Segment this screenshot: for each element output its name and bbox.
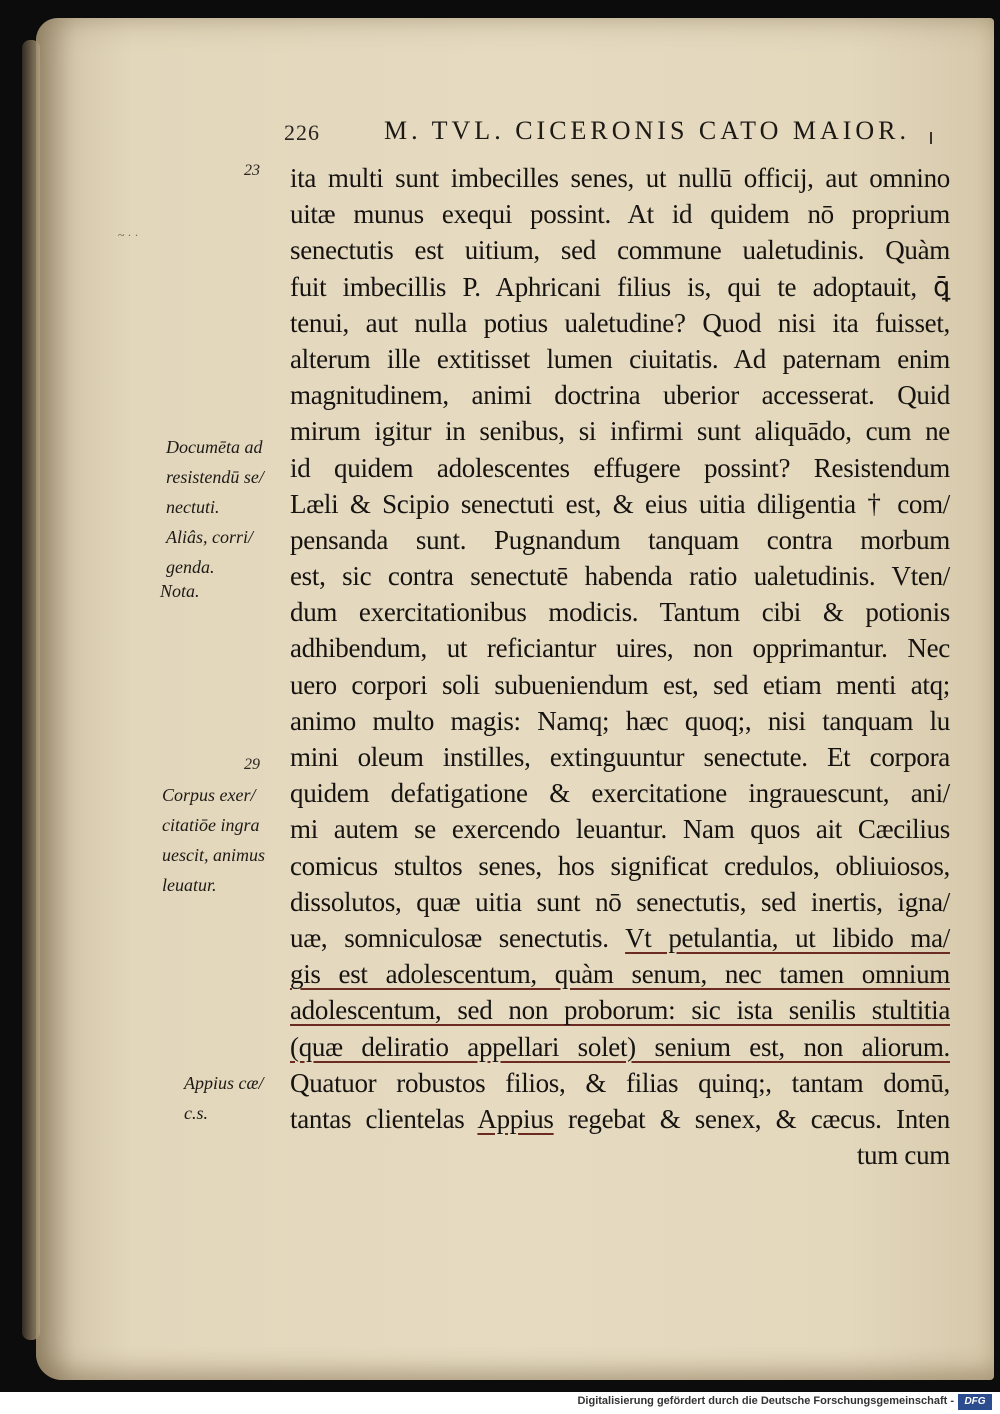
text-line: animo multo magis: Namq; hæc quoq;, nisi tanquam lu [290, 705, 950, 736]
text-line: adhibendum, ut reficiantur uires, non opprimantur. Nec [290, 633, 950, 664]
dfg-logo: DFG [958, 1394, 992, 1410]
text-line: magnitudinem, animi doctrina uberior accesserat. Quid [290, 380, 950, 411]
verse-number: 29 [244, 756, 260, 773]
text-line-underlined [290, 920, 950, 956]
margin-note: Appius cæ/ c.s. [184, 1073, 264, 1123]
text-line-underlined: adolescentum, sed non proborum: sic ista senilis stultitia [290, 995, 950, 1026]
text-line: alterum ille extitisset lumen ciuitatis. Ad paternam enim [290, 343, 950, 374]
verse-number: 23 [244, 162, 260, 179]
text-line: id quidem adolescentes effugere possint? Resistendum [290, 452, 950, 483]
underlined-text: Vt petulantia, ut libido ma/ [625, 922, 950, 953]
text-line: senectutis est uitium, sed commune ualetudinis. Quàm [290, 235, 950, 266]
text-line-underlined: gis est adolescentum, quàm senum, nec tamen omnium [290, 959, 950, 990]
footer-bar [0, 1392, 1000, 1414]
margin-note: Aliâs, corri/ genda. [166, 527, 254, 577]
text-line [290, 1101, 950, 1137]
margin-note: Corpus exer/ citatiōe ingra uescit, animus leuatur. [162, 785, 265, 895]
text-line: tenui, aut nulla potius ualetudine? Quod nisi ita fuisset, [290, 307, 950, 338]
text-line: Quatuor robustos filios, & filias quinq;, tantam domū, [290, 1067, 950, 1098]
text-line: quidem defatigatione & exercitatione ingrauescunt, ani/ [290, 778, 950, 809]
page-header [0, 112, 1000, 152]
text-line: Læli & Scipio senectuti est, & eius uitia diligentia † com/ [290, 488, 950, 519]
text-line: uero corpori soli subueniendum est, sed etiam menti atq; [290, 669, 950, 700]
text-line: comicus stultos senes, hos significat credulos, obliuiosos, [290, 850, 950, 881]
margin-note: Nota. [160, 581, 200, 601]
catchword: tum cum [856, 1140, 950, 1171]
text-line: ita multi sunt imbecilles senes, ut nullū officij, aut omnino [290, 163, 950, 193]
main-text [290, 160, 950, 1173]
text-line: mi autem se exercendo leuantur. Nam quos ait Cæcilius [290, 814, 950, 845]
text-line-underlined: (quæ deliratio appellari solet) senium est, non aliorum. [290, 1031, 950, 1062]
text-line: dissolutos, quæ uitia sunt nō senectutis, sed inertis, igna/ [290, 886, 950, 917]
text-segment: regebat & senex, & cæcus. Inten [553, 1103, 950, 1134]
margin-note: Documēta ad resistendū se/ nectuti. [166, 437, 264, 517]
text-segment: uæ, somniculosæ senectutis. [290, 922, 626, 953]
running-head: M. TVL. CICERONIS CATO MAIOR. [384, 116, 911, 145]
underlined-name: Appius [477, 1103, 554, 1134]
page-number: 226 [284, 120, 320, 145]
page-fore-edge [22, 40, 40, 1340]
ink-smudge: ~ · · [118, 228, 139, 242]
text-line: mirum igitur in senibus, si infirmi sunt aliquādo, cum ne [290, 416, 950, 447]
text-line: est, sic contra senectutē habenda ratio ualetudinis. Vten/ [290, 561, 950, 592]
header-mark [930, 132, 932, 144]
text-line: pensanda sunt. Pugnandum tanquam contra morbum [290, 524, 950, 555]
text-line: fuit imbecillis P. Aphricani filius is, qui te adoptauit, ꝗ̄ [290, 271, 950, 302]
text-line: uitæ munus exequi possint. At id quidem nō proprium [290, 199, 950, 230]
text-line: dum exercitationibus modicis. Tantum cibi & potionis [290, 597, 950, 628]
footer-credit: Digitalisierung gefördert durch die Deutsche Forschungsgemeinschaft - [577, 1395, 954, 1407]
text-line: mini oleum instilles, extinguuntur senectute. Et corpora [290, 742, 950, 772]
text-segment: tantas clientelas [290, 1103, 478, 1134]
